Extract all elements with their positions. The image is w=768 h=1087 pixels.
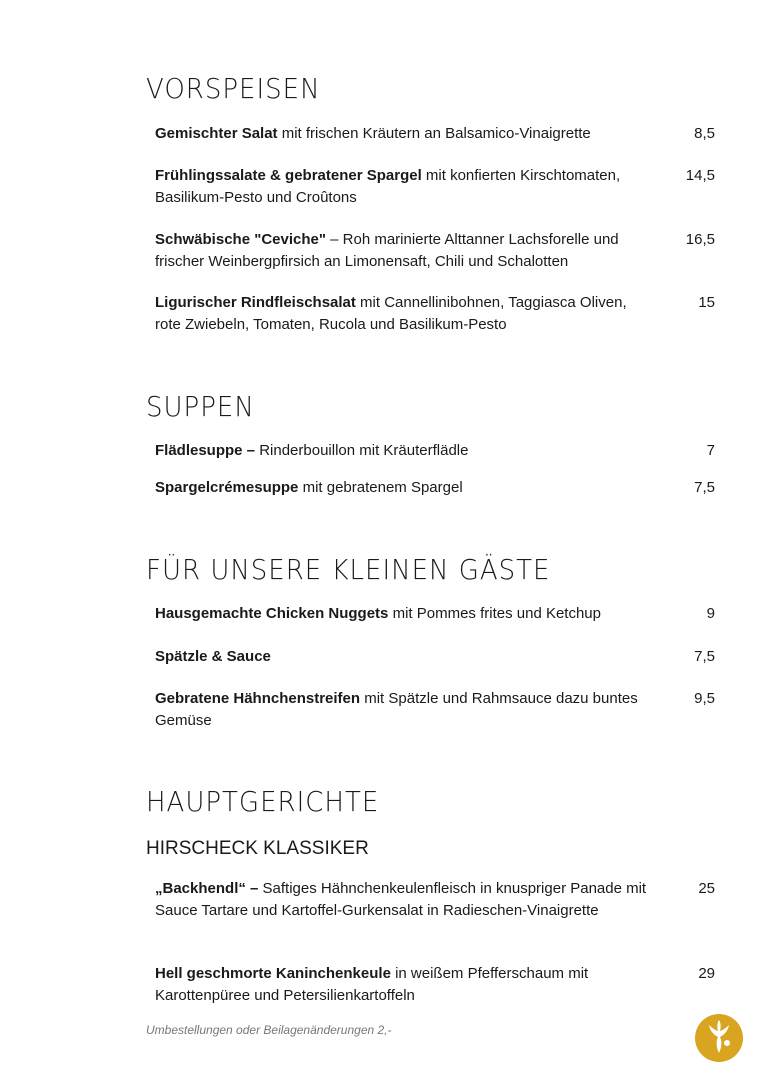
- item-description: mit gebratenem Spargel: [298, 479, 463, 496]
- item-price: 14,5: [685, 167, 715, 184]
- item-price: 7,5: [694, 648, 715, 665]
- item-price: 25: [698, 880, 715, 897]
- item-name: Spargelcrémesuppe: [155, 479, 299, 496]
- menu-item: [155, 963, 715, 1006]
- item-description: mit Spätzle und Rahmsauce dazu buntes Gemüse: [155, 690, 638, 729]
- item-name: Flädlesuppe –: [155, 442, 256, 459]
- item-description: mit Pommes frites und Ketchup: [388, 605, 601, 622]
- item-description: Rinderbouillon mit Kräuterflädle: [255, 442, 469, 459]
- menu-item: [155, 292, 715, 335]
- item-price: 9: [706, 605, 715, 622]
- deer-logo-icon: [694, 1013, 744, 1063]
- section-title-hauptgerichte: HAUPTGERICHTE: [146, 787, 380, 819]
- menu-item: [155, 878, 715, 921]
- subsection-title-klassiker: HIRSCHECK KLASSIKER: [146, 838, 369, 859]
- item-name: Schwäbische "Ceviche": [155, 231, 326, 248]
- item-name: Gebratene Hähnchenstreifen: [155, 690, 361, 707]
- item-description: – Roh marinierte Alttanner Lachsforelle und frischer Weinbergpfirsich an Limonensaft, Chili und Schalotten: [155, 231, 619, 270]
- item-description: mit Cannellinibohnen, Taggiasca Oliven, rote Zwiebeln, Tomaten, Rucola und Basilikum-Pesto: [155, 294, 627, 333]
- menu-item: [155, 646, 715, 668]
- menu-item: [155, 123, 715, 145]
- item-description: mit konfierten Kirschtomaten, Basilikum-Pesto und Croûtons: [155, 167, 621, 206]
- section-title-suppen: SUPPEN: [146, 392, 255, 424]
- item-price: 16,5: [685, 231, 715, 248]
- menu-item: [155, 688, 715, 731]
- item-price: 8,5: [694, 125, 715, 142]
- item-name: Hausgemachte Chicken Nuggets: [155, 605, 389, 622]
- item-description: Saftiges Hähnchenkeulenfleisch in knuspriger Panade mit Sauce Tartare und Kartoffel-Gurkensalat in Radieschen-Vinaigrette: [155, 880, 647, 919]
- section-title-kinder: FÜR UNSERE KLEINEN GÄSTE: [146, 555, 551, 587]
- item-price: 15: [698, 294, 715, 311]
- item-price: 7,5: [694, 479, 715, 496]
- menu-item: [155, 165, 715, 208]
- menu-item: [155, 440, 715, 462]
- item-name: „Backhendl“ –: [155, 880, 259, 897]
- item-price: 7: [706, 442, 715, 459]
- item-name: Spätzle & Sauce: [155, 648, 271, 665]
- item-price: 9,5: [694, 690, 715, 707]
- menu-item: [155, 603, 715, 625]
- item-name: Hell geschmorte Kaninchenkeule: [155, 965, 391, 982]
- item-name: Ligurischer Rindfleischsalat: [155, 294, 356, 311]
- item-description: mit frischen Kräutern an Balsamico-Vinaigrette: [277, 125, 591, 142]
- item-name: Frühlingssalate & gebratener Spargel: [155, 167, 422, 184]
- menu-item: [155, 229, 715, 272]
- item-name: Gemischter Salat: [155, 125, 278, 142]
- item-description: in weißem Pfefferschaum mit Karottenpüree und Petersilienkartoffeln: [155, 965, 589, 1004]
- menu-item: [155, 477, 715, 499]
- section-title-vorspeisen: VORSPEISEN: [146, 74, 321, 106]
- footnote: Umbestellungen oder Beilagenänderungen 2,-: [146, 1023, 392, 1037]
- item-price: 29: [698, 965, 715, 982]
